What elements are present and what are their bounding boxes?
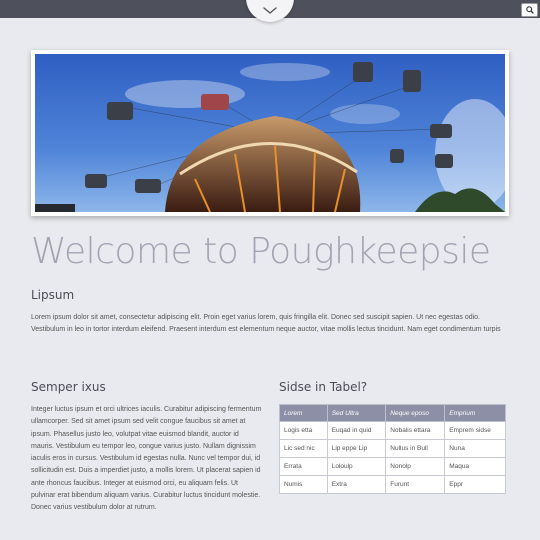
table-section [279,380,507,494]
hero-image [31,50,509,216]
lipsum-section [31,288,507,336]
column-header: Lorem [280,405,328,422]
table-heading: Sidse in Tabel? [279,380,368,394]
column-header: Emprium [445,405,506,422]
table-cell: Emprem sidse [445,422,506,440]
table-row [280,422,506,440]
chevron-down-icon [262,7,278,15]
search-icon [526,6,534,14]
table-cell: Nuna [445,440,506,458]
data-table [279,404,506,494]
table-cell: Nonolp [386,458,445,476]
table-cell: Loloulp [327,458,386,476]
table-row [280,458,506,476]
table-cell: Numis [280,476,328,494]
lipsum-text: Lorem ipsum dolor sit amet, consectetur adipiscing elit. Proin eget varius lorem, quis fringilla elit. Donec sed suscipit sapien. Ut nec egestas odio. Vestibulum in leo in tortor interdum eleifend. Praesent interdum est elementum neque auctor, vitae mollis lectus tincidunt. Nam eget condimentum turpis [31,314,501,333]
menu-toggle[interactable] [246,0,294,22]
table-cell: Nobalis ettara [386,422,445,440]
column-header: Neque eposo [386,405,445,422]
table-cell: Euqad in quid [327,422,386,440]
lipsum-heading: Lipsum [31,288,75,302]
page-title: Welcome to Poughkeepsie [31,231,491,272]
semper-section [31,380,263,515]
table-cell: Nullus in Bull [386,440,445,458]
column-header: Sed Ultra [327,405,386,422]
table-cell: Eppr [445,476,506,494]
table-cell: Lic sed nic [280,440,328,458]
table-cell: Maqua [445,458,506,476]
table-cell: Lip eppe Lip [327,440,386,458]
table-cell: Extra [327,476,386,494]
table-row [280,440,506,458]
table-cell: Furunt [386,476,445,494]
table-row [280,476,506,494]
table-cell: Errata [280,458,328,476]
table-cell: Logis etta [280,422,328,440]
semper-heading: Semper ixus [31,380,106,394]
semper-text: Integer luctus ipsum et orci ultrices iaculis. Curabitur adipiscing fermentum ullamcorper. Sed sit amet ipsum sed velit congue faucibus sit amet at ipsum. Phasellus justo leo, volutpat vitae euismod blandit, auctor id mauris. Vestibulum eu tempor leo, congue varius justo. Nullam dignissim iaculis eros in cursus. Vestibulum id egestas nulla. Nunc vel tempor dui, id sollicitudin est. Duis a imperdiet justo, a mollis lorem. Ut placerat sapien id ante rhoncus faucibus. Integer at euismod orci, eu aliquam felis. Ut pulvinar erat bibendum aliquam varius. Curabitur luctus tincidunt molestie. Donec varius vestibulum dolor at rutrum. [31,406,262,512]
table-header-row [280,405,506,422]
carousel-photo [35,54,505,212]
search-button[interactable] [521,3,538,17]
